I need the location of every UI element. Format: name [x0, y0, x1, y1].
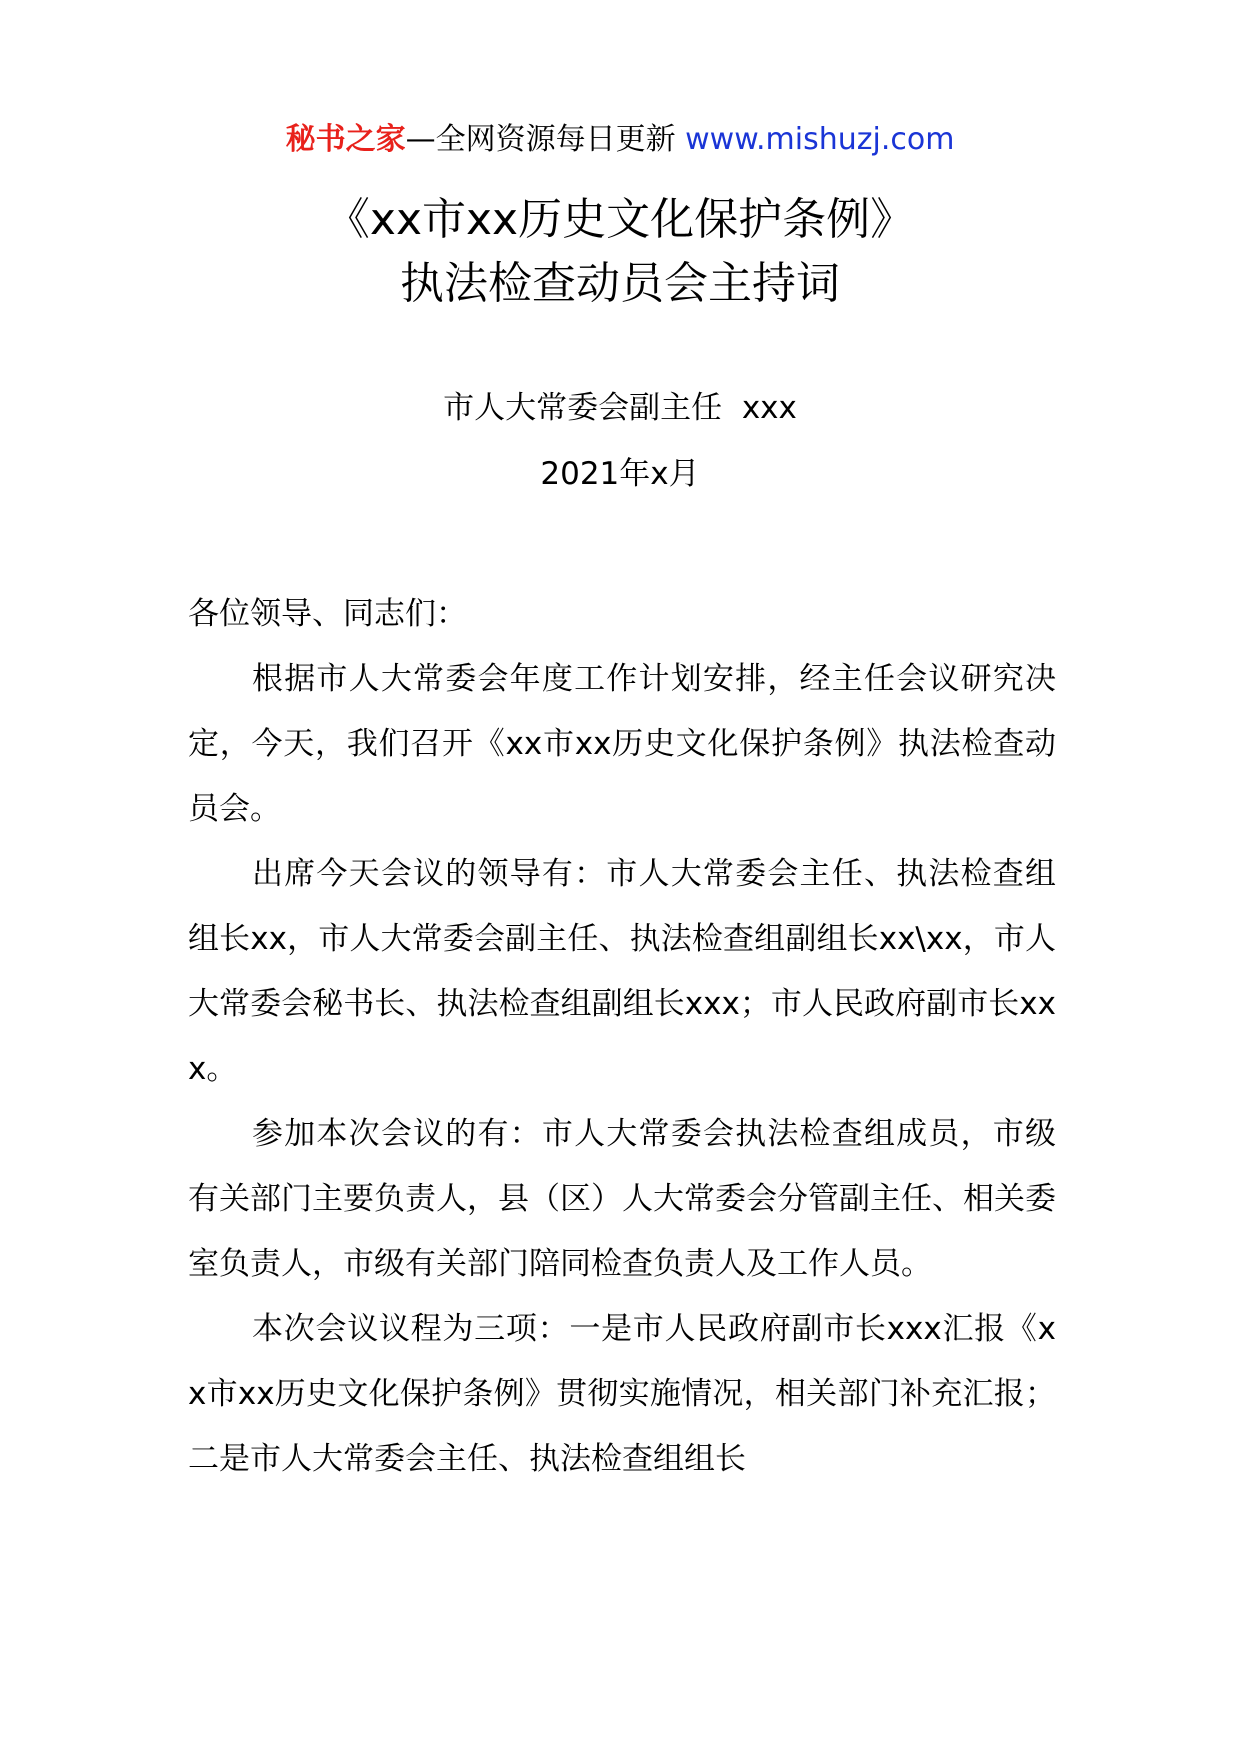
paragraph-4: 本次会议议程为三项：一是市人民政府副市长xxx汇报《xx市xx历史文化保护条例》贯彻实施情况，相关部门补充汇报；二是市人大常委会主任、执法检查组组长 — [188, 1311, 1056, 1477]
paragraph-2: 出席今天会议的领导有：市人大常委会主任、执法检查组组长xx，市人大常委会副主任、执法检查组副组长xx\xx，市人大常委会秘书长、执法检查组副组长xxx；市人民政府副市长xxx。 — [188, 856, 1056, 1087]
paragraph-1: 根据市人大常委会年度工作计划安排，经主任会议研究决定，今天，我们召开《xx市xx历史文化保护条例》执法检查动员会。 — [188, 661, 1056, 827]
title-line-2: 执法检查动员会主持词 — [400, 258, 840, 309]
site-slogan: —全网资源每日更新 — [405, 122, 676, 157]
author-line: 市人大常委会副主任 xxx — [443, 390, 797, 426]
document-title — [0, 188, 1240, 316]
site-url-link[interactable]: www.mishuzj.com — [685, 122, 955, 157]
site-brand: 秘书之家 — [285, 122, 406, 157]
document-body — [188, 582, 1056, 1492]
salutation: 各位领导、同志们： — [188, 596, 467, 632]
paragraph-3: 参加本次会议的有：市人大常委会执法检查组成员，市级有关部门主要负责人，县（区）人大常委会分管副主任、相关委室负责人，市级有关部门陪同检查负责人及工作人员。 — [188, 1116, 1056, 1282]
title-line-1: 《xx市xx历史文化保护条例》 — [325, 194, 915, 245]
site-header — [0, 118, 1240, 162]
date-line: 2021年x月 — [540, 456, 700, 492]
